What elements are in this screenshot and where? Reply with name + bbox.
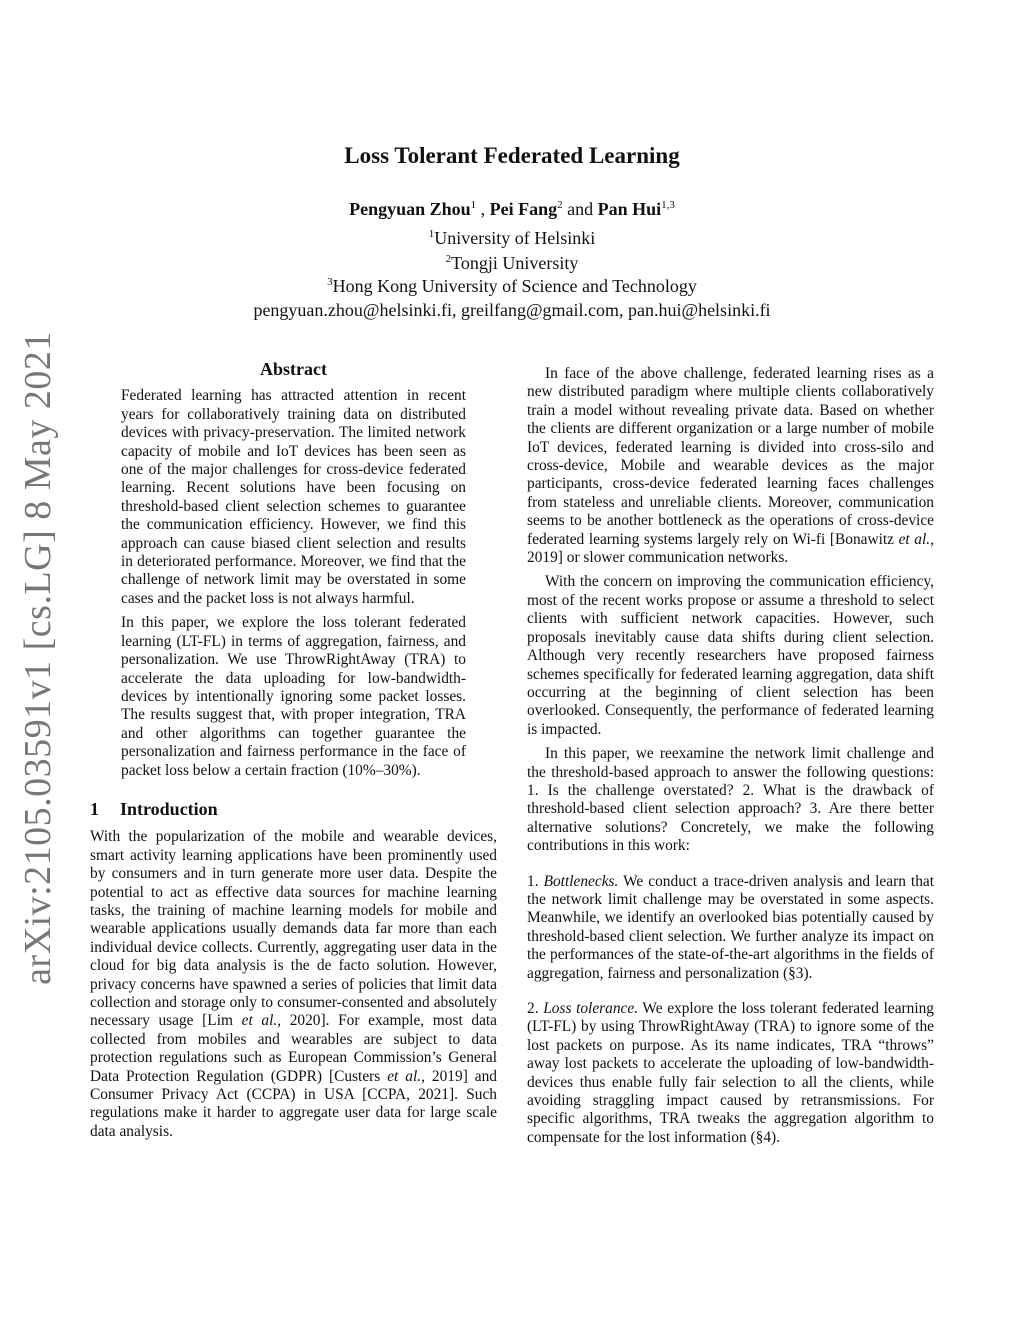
- right-paragraph-2: With the concern on improving the communication efficiency, most of the recent works propose or assume a threshold to select clients with sufficient network capacities. However, such proposals inevitably cause data shifts during client selection. Although very recently researchers have proposed fairness schemes specifically for federated learning aggregation, data shift occurring at the beginning of client selection has been overlooked. Consequently, the performance of federated learning is impacted.: [527, 573, 934, 738]
- author-emails: pengyuan.zhou@helsinki.fi, greilfang@gmail.com, pan.hui@helsinki.fi: [253, 300, 771, 320]
- author-1: Pengyuan Zhou: [349, 199, 471, 219]
- author-3: Pan Hui: [597, 199, 662, 219]
- author-line: Pengyuan Zhou$^1$ , Pei Fang$^2$ and Pan Hui$^{1,3}$: [349, 199, 675, 219]
- author-2: Pei Fang: [489, 199, 558, 219]
- abstract-paragraph-1: Federated learning has attracted attention in recent years for collaboratively training data on distributed devices with privacy-preservation. The limited network capacity of mobile and IoT devices has been seen as one of the major challenges for cross-device federated learning. Recent solutions have been focusing on threshold-based client selection schemes to guarantee the communication efficiency. However, we find this approach can cause biased client selection and results in deteriorated performance. Moreover, we find that the challenge of network limit may be overstated in some cases and the packet loss is not always harmful.: [121, 387, 466, 607]
- contribution-1: 1. Bottlenecks. We conduct a trace-driven analysis and learn that the network limit challenge may be overstated in some aspects. Meanwhile, we identify an overlooked bias potentially caused by threshold-based client selection. We further analyze its impact on the performances of the state-of-the-art algorithms in the fields of aggregation, fairness and personalization (§3).: [527, 872, 934, 982]
- right-paragraph-1: In face of the above challenge, federated learning rises as a new distributed paradigm where multiple clients collaboratively train a model without revealing private data. Based on whether the clients are different organization or a large number of mobile IoT devices, federated learning is divided into cross-silo and cross-device, Mobile and wearable devices as the major participants, cross-device federated learning faces challenges from stateless and unreliable clients. Moreover, communication seems to be another bottleneck as the operations of cross-device federated learning systems largely rely on Wi-fi [Bonawitz et al., 2019] or slower communication networks.: [527, 365, 934, 567]
- left-column: [90, 360, 497, 1141]
- intro-paragraph-1: With the popularization of the mobile and wearable devices, smart activity learning applications have been prominently used by consumers and in turn generate more user data. Despite the potential to act as effective data sources for machine learning tasks, the training of machine learning models for mobile and wearable applications usually demands data far more than each individual device collects. Currently, aggregating user data in the cloud for big data analysis is the de facto solution. However, privacy concerns have spawned a series of policies that limit data collection and storage only to consumer-consented and absolutely necessary usage [Lim et al., 2020]. For example, most data collected from mobiles and wearables are subject to data protection regulations such as European Commission’s General Data Protection Regulation (GDPR) [Custers et al., 2019] and Consumer Privacy Act (CCPA) in USA [CCPA, 2021]. Such regulations make it harder to aggregate user data for large scale data analysis.: [90, 828, 498, 1140]
- affiliation-3: $^3$Hong Kong University of Science and Technology: [327, 276, 697, 296]
- arxiv-identifier: [4, 331, 72, 985]
- abstract-paragraph-2: In this paper, we explore the loss tolerant federated learning (LT-FL) in terms of aggregation, fairness, and personalization. We use ThrowRightAway (TRA) to accelerate the data uploading for low-bandwidth-devices by intentionally ignoring some packet losses. The results suggest that, with proper integration, TRA and other algorithms can together guarantee the personalization and fairness performance in the face of packet loss below a certain fraction (10%–30%).: [121, 614, 466, 779]
- right-column: [527, 365, 934, 1147]
- right-paragraph-3: In this paper, we reexamine the network limit challenge and the threshold-based approach to answer the following questions: 1. Is the challenge overstated? 2. What is the drawback of threshold-based client selection approach? 3. Are there better alternative solutions? Concretely, we make the following contributions in this work:: [527, 745, 934, 855]
- paper-title: Loss Tolerant Federated Learning: [344, 143, 680, 168]
- abstract-heading: Abstract: [260, 359, 327, 379]
- affiliation-1: $^1$University of Helsinki: [428, 228, 596, 248]
- arxiv-identifier-text: arXiv:2105.03591v1 [cs.LG] 8 May 2021: [17, 331, 60, 985]
- abstract-body: [90, 387, 497, 780]
- contribution-2: 2. Loss tolerance. We explore the loss tolerant federated learning (LT-FL) by using ThrowRightAway (TRA) to ignore some of the lost packets on purpose. As its name indicates, TRA “throws” away lost packets to accelerate the uploading of low-bandwidth-devices thus enable fully fair selection to all the clients, while avoiding straggling impact caused by retransmissions. For specific algorithms, TRA tweaks the aggregation algorithm to compensate for the lost information (§4).: [527, 1000, 935, 1146]
- section-heading-introduction: 1 Introduction: [90, 798, 218, 819]
- affiliation-2: $^2$Tongji University: [445, 253, 579, 273]
